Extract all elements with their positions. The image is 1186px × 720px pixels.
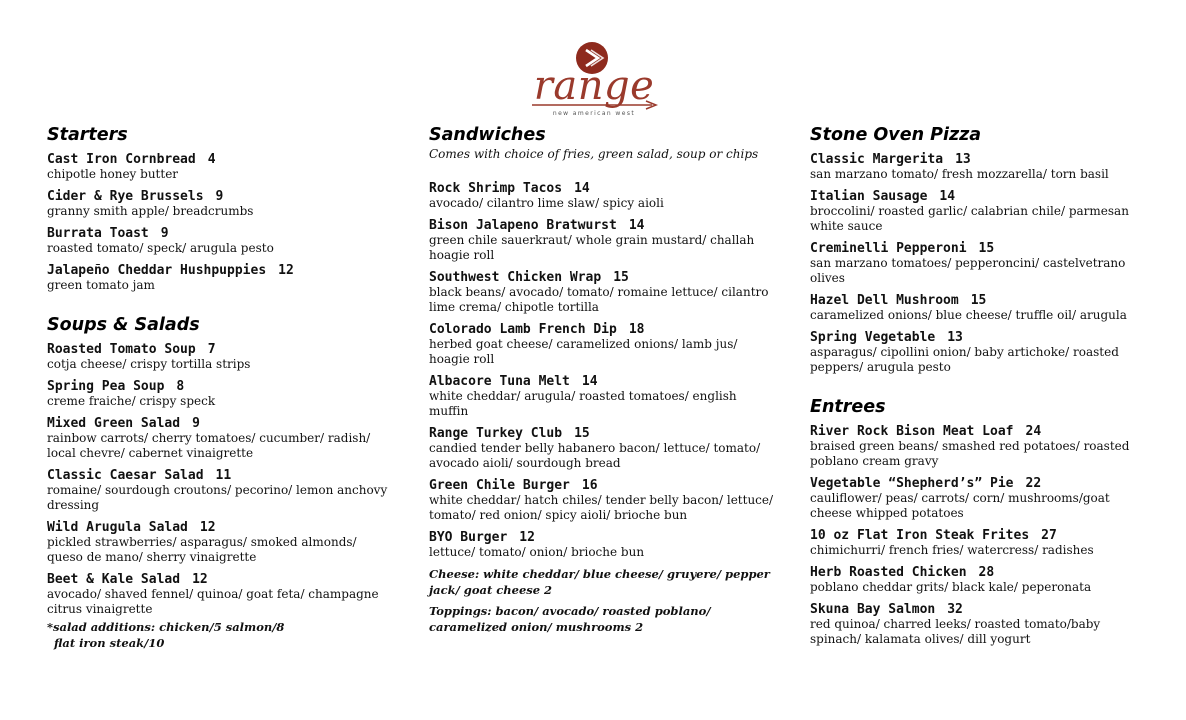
starters-list (47, 152, 392, 293)
item-desc: cauliflower/ peas/ carrots/ corn/ mushrooms/goat cheese whipped potatoes (810, 491, 1110, 520)
item-name: Cider & Rye Brussels (47, 189, 204, 204)
item-price: 13 (947, 330, 963, 345)
item-price: 11 (215, 468, 232, 483)
column-middle (429, 124, 774, 641)
item-name: Rock Shrimp Tacos (429, 181, 563, 196)
soups-list (47, 342, 392, 651)
menu-item (810, 293, 1155, 323)
menu-item (429, 218, 774, 263)
logo-wordmark: range (533, 63, 655, 109)
menu-item (429, 270, 774, 315)
item-desc: asparagus/ cipollini onion/ baby artichoke/ roasted peppers/ arugula pesto (810, 345, 1119, 374)
item-price: 28 (978, 565, 995, 580)
menu-item (810, 565, 1155, 595)
item-desc: green chile sauerkraut/ whole grain mustard/ challah hoagie roll (429, 233, 755, 262)
menu-item (429, 181, 774, 211)
entrees-list (810, 424, 1155, 647)
item-name: Classic Caesar Salad (47, 468, 204, 483)
section-title-entrees: Entrees (810, 397, 886, 417)
pizza-list (810, 152, 1155, 375)
item-name: Cast Iron Cornbread (47, 152, 196, 167)
item-name: Colorado Lamb French Dip (429, 322, 617, 337)
item-name: Roasted Tomato Soup (47, 342, 196, 357)
sandwiches-subtitle: Comes with choice of fries, green salad, soup or chips (429, 147, 759, 161)
item-price: 12 (199, 520, 216, 535)
item-name: Wild Arugula Salad (47, 520, 188, 535)
item-name: 10 oz Flat Iron Steak Frites (810, 528, 1030, 543)
item-price: 8 (176, 379, 185, 394)
item-price: 27 (1041, 528, 1057, 543)
item-name: Bison Jalapeno Bratwurst (429, 218, 617, 233)
note-line: flat iron steak/10 (54, 635, 165, 650)
item-price: 16 (581, 478, 598, 493)
item-desc: white cheddar/ hatch chiles/ tender belly bacon/ lettuce/ tomato/ red onion/ spicy aioli/ brioche bun (429, 493, 774, 522)
item-name: Classic Margerita (810, 152, 944, 167)
item-price: 14 (939, 189, 956, 204)
menu-item (810, 602, 1155, 647)
item-price: 32 (947, 602, 963, 617)
item-desc: green tomato jam (47, 278, 155, 292)
menu-item (47, 152, 392, 182)
menu-item (47, 226, 392, 256)
item-price: 9 (192, 416, 200, 431)
item-name: Spring Pea Soup (47, 379, 165, 394)
item-desc: braised green beans/ smashed red potatoes/ roasted poblano cream gravy (810, 439, 1130, 468)
menu-item (47, 189, 392, 219)
menu-item (810, 528, 1155, 558)
menu-item (429, 478, 774, 523)
item-desc: poblano cheddar grits/ black kale/ peperonata (810, 580, 1092, 594)
item-name: Skuna Bay Salmon (810, 602, 936, 617)
cheese-note: Cheese: white cheddar/ blue cheese/ gruyere/ pepper jack/ goat cheese 2 (429, 567, 770, 597)
column-right (810, 124, 1155, 654)
section-title-soups-salads: Soups & Salads (47, 315, 200, 335)
item-name: Burrata Toast (47, 226, 149, 241)
section-title-pizza: Stone Oven Pizza (810, 125, 982, 145)
item-desc: san marzano tomato/ fresh mozzarella/ torn basil (810, 167, 1109, 181)
item-price: 14 (628, 218, 645, 233)
item-price: 4 (207, 152, 216, 167)
item-name: Italian Sausage (810, 189, 928, 204)
item-price: 7 (207, 342, 216, 357)
item-desc: san marzano tomatoes/ pepperoncini/ castelvetrano olives (810, 256, 1126, 285)
menu-item (429, 530, 774, 560)
item-desc: caramelized onions/ blue cheese/ truffle oil/ arugula (810, 308, 1127, 322)
menu-item (810, 330, 1155, 375)
salad-additions-note (47, 620, 392, 651)
menu-item (810, 152, 1155, 182)
item-desc: lettuce/ tomato/ onion/ brioche bun (429, 545, 645, 559)
menu-item (47, 416, 392, 461)
item-name: Herb Roasted Chicken (810, 565, 967, 580)
item-name: Hazel Dell Mushroom (810, 293, 959, 308)
item-name: Vegetable “Shepherd’s” Pie (810, 476, 1014, 491)
item-price: 12 (192, 572, 208, 587)
column-left (47, 124, 392, 657)
item-desc: white cheddar/ arugula/ roasted tomatoes/ english muffin (429, 389, 737, 418)
item-desc: chimichurri/ french fries/ watercress/ radishes (810, 543, 1094, 557)
item-name: Jalapeño Cheddar Hushpuppies (47, 263, 267, 278)
item-name: River Rock Bison Meat Loaf (810, 424, 1014, 439)
item-desc: broccolini/ roasted garlic/ calabrian chile/ parmesan white sauce (810, 204, 1129, 233)
item-name: BYO Burger (429, 530, 508, 545)
item-price: 9 (215, 189, 224, 204)
menu-item (810, 241, 1155, 286)
item-desc: cotja cheese/ crispy tortilla strips (47, 357, 251, 371)
item-name: Green Chile Burger (429, 478, 570, 493)
menu-item (47, 342, 392, 372)
section-title-sandwiches: Sandwiches (429, 125, 546, 145)
item-name: Southwest Chicken Wrap (429, 270, 602, 285)
item-desc: avocado/ cilantro lime slaw/ spicy aioli (429, 196, 664, 210)
menu-item (47, 379, 392, 409)
item-desc: black beans/ avocado/ tomato/ romaine lettuce/ cilantro lime crema/ chipotle tortilla (429, 285, 769, 314)
item-desc: pickled strawberries/ asparagus/ smoked almonds/ queso de mano/ sherry vinaigrette (47, 535, 357, 564)
item-price: 12 (278, 263, 294, 278)
item-desc: red quinoa/ charred leeks/ roasted tomato/baby spinach/ kalamata olives/ dill yogurt (810, 617, 1101, 646)
item-desc: candied tender belly habanero bacon/ lettuce/ tomato/ avocado aioli/ sourdough bread (429, 441, 761, 470)
item-desc: granny smith apple/ breadcrumbs (47, 204, 254, 218)
menu-item (47, 572, 392, 617)
item-price: 15 (574, 426, 590, 441)
item-price: 18 (628, 322, 645, 337)
menu-item (47, 468, 392, 513)
item-desc: rainbow carrots/ cherry tomatoes/ cucumber/ radish/ local chevre/ cabernet vinaigrette (47, 431, 371, 460)
menu-item (810, 424, 1155, 469)
item-desc: romaine/ sourdough croutons/ pecorino/ lemon anchovy dressing (47, 483, 388, 512)
item-price: 12 (519, 530, 535, 545)
item-price: 24 (1025, 424, 1042, 439)
item-price: 15 (613, 270, 629, 285)
menu-item (47, 263, 392, 293)
item-price: 9 (160, 226, 169, 241)
menu-item (429, 426, 774, 471)
section-title-starters: Starters (47, 125, 128, 145)
item-desc: chipotle honey butter (47, 167, 179, 181)
item-name: Albacore Tuna Melt (429, 374, 570, 389)
item-desc: avocado/ shaved fennel/ quinoa/ goat feta/ champagne citrus vinaigrette (47, 587, 379, 616)
item-name: Spring Vegetable (810, 330, 936, 345)
logo-tagline: new american west (552, 110, 636, 117)
item-desc: herbed goat cheese/ caramelized onions/ lamb jus/ hoagie roll (429, 337, 738, 366)
item-price: 14 (581, 374, 598, 389)
item-name: Beet & Kale Salad (47, 572, 181, 587)
menu-item (47, 520, 392, 565)
item-desc: roasted tomato/ speck/ arugula pesto (47, 241, 274, 255)
item-price: 15 (970, 293, 987, 308)
menu-item (810, 189, 1155, 234)
item-price: 22 (1025, 476, 1042, 491)
item-price: 13 (955, 152, 971, 167)
logo-arrow-icon (526, 100, 662, 110)
item-price: 15 (978, 241, 995, 256)
menu-item (810, 476, 1155, 521)
toppings-note: Toppings: bacon/ avocado/ roasted poblano/ caramelized onion/ mushrooms 2 (429, 604, 711, 634)
menu-item (429, 374, 774, 419)
sandwiches-list (429, 181, 774, 635)
note-line: *salad additions: chicken/5 salmon/8 (47, 620, 285, 634)
item-name: Creminelli Pepperoni (810, 241, 967, 256)
item-name: Mixed Green Salad (47, 416, 181, 431)
item-price: 14 (574, 181, 590, 196)
item-name: Range Turkey Club (429, 426, 563, 441)
menu-item (429, 322, 774, 367)
range-logo (526, 38, 662, 124)
item-desc: creme fraiche/ crispy speck (47, 394, 216, 408)
